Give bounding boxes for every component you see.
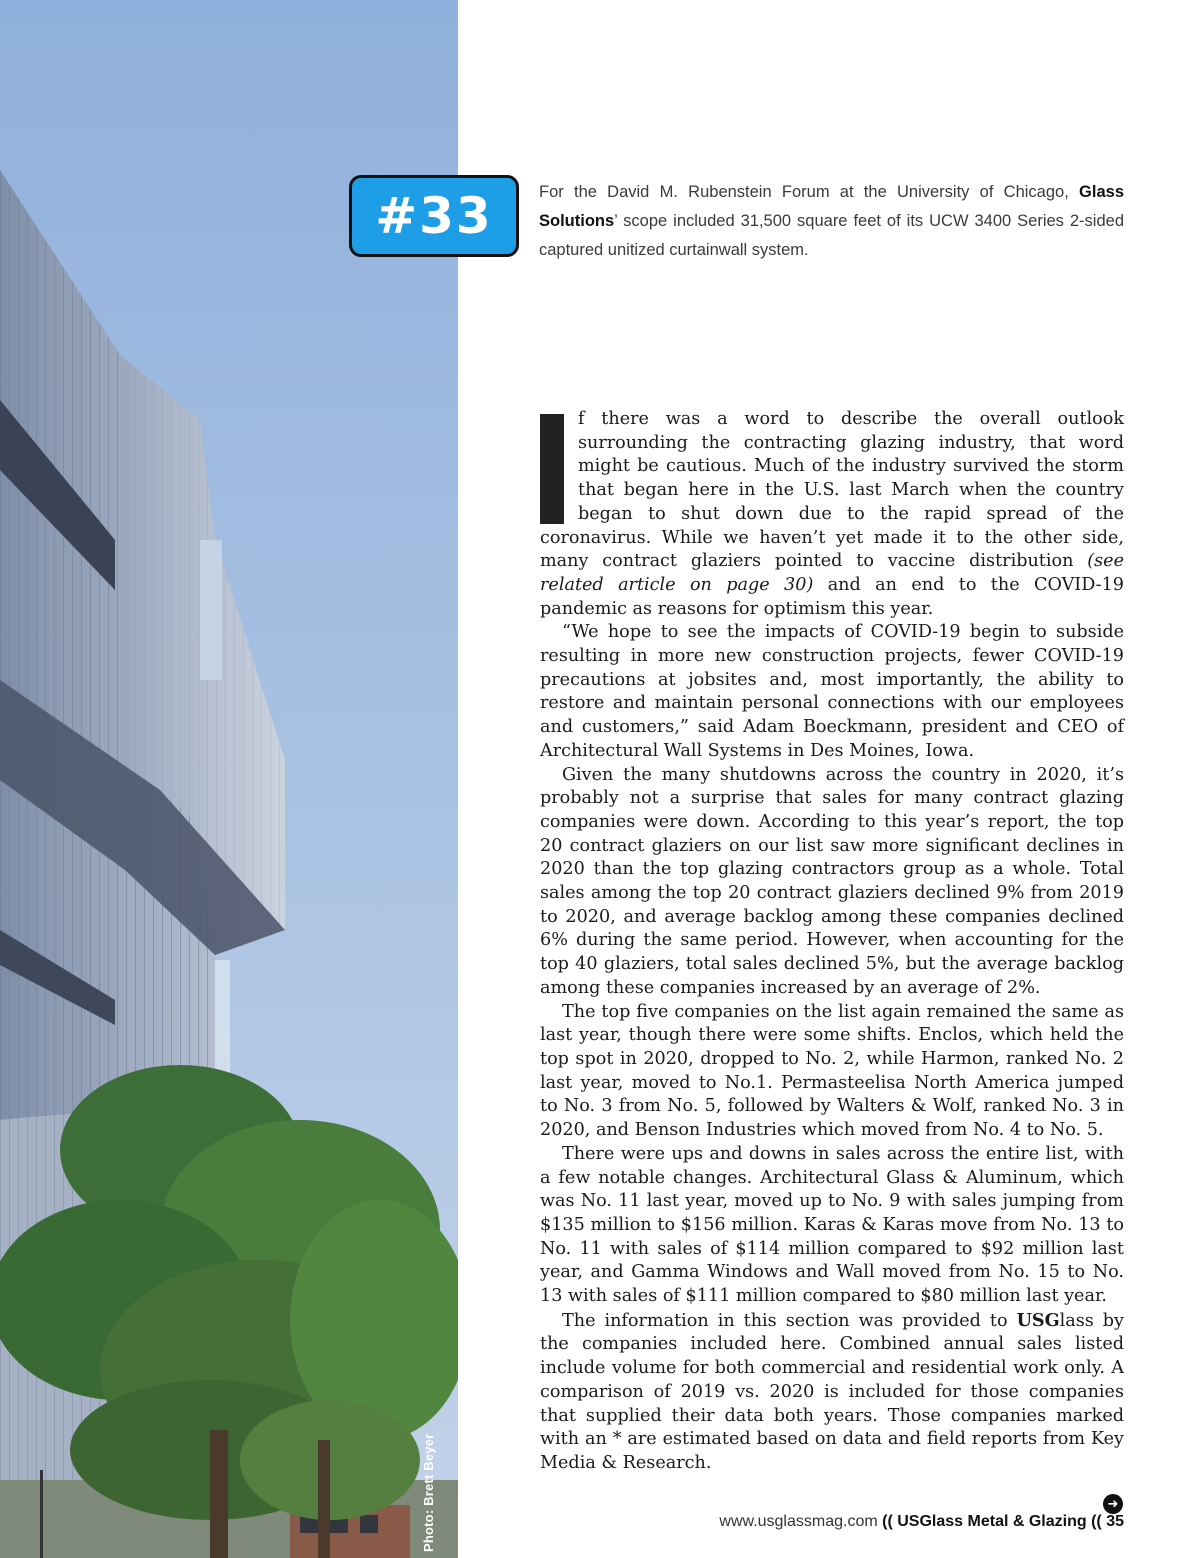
article-body bbox=[540, 408, 1124, 1476]
footer-separator: (( bbox=[882, 1513, 893, 1530]
footer-magazine-title: USGlass Metal & Glazing bbox=[897, 1513, 1087, 1530]
paragraph-text: and an end to the COVID-19 pandemic as reasons for optimism this year. bbox=[540, 574, 1124, 619]
article-paragraph: “We hope to see the impacts of COVID-19 begin to subside resulting in more new construction projects, fewer COVID-19 precautions at jobsites and, most importantly, the ability to restore and maintain personal connections with our employees and customers,” said Adam Boeckmann, president and CEO of Architectural Wall Systems in Des Moines, Iowa. bbox=[540, 622, 1124, 761]
footer-url[interactable]: www.usglassmag.com bbox=[719, 1513, 878, 1530]
page-footer bbox=[719, 1513, 1124, 1531]
article-paragraph bbox=[540, 1309, 1124, 1476]
article-paragraph: Given the many shutdowns across the country in 2020, it’s probably not a surprise that sales for many contract glazing companies were down. According to this year’s report, the top 20 contract glaziers on our list saw more significant declines in 2020 than the top glazing contractors group as a whole. Total sales among the top 20 contract glaziers declined 9% from 2019 to 2020, and average backlog among these companies declined 6% during the same period. However, when accounting for the top 40 glaziers, total sales declined 5%, but the average backlog among these companies increased by an average of 2%. bbox=[540, 764, 1124, 998]
drop-cap: I bbox=[540, 414, 564, 524]
caption-company: Glass Solutions bbox=[539, 183, 1124, 230]
footer-separator: (( bbox=[1091, 1513, 1102, 1530]
paragraph-text: lass by the companies included here. Combined annual sales listed include volume for both commercial and residential work only. A comparison of 2019 vs. 2020 is included for those companies that supplied their data both years. Those companies marked with an * are estimated based on data and field reports from Key Media & Research. bbox=[540, 1310, 1125, 1473]
page-number: 35 bbox=[1106, 1513, 1124, 1530]
caption-text-before: For the David M. Rubenstein Forum at the University of Chicago, bbox=[539, 183, 1080, 201]
article-paragraph: The top five companies on the list again remained the same as last year, though there were some shifts. Enclos, which held the top spot in 2020, dropped to No. 2, while Harmon, ranked No. 2 last year, moved to No.1. Permasteelisa North America jumped to No. 3 from No. 5, followed by Walters & Wolf, ranked No. 3 in 2020, and Benson Industries which moved from No. 4 to No. 5. bbox=[540, 1001, 1124, 1141]
usglass-brand: USG bbox=[1016, 1309, 1060, 1331]
paragraph-text: The information in this section was provided to bbox=[562, 1310, 1017, 1331]
caption-text-after: ’ scope included 31,500 square feet of its UCW 3400 Series 2-sided captured unitized curtainwall system. bbox=[539, 212, 1124, 259]
photo-caption bbox=[539, 178, 1124, 265]
continue-arrow-icon[interactable]: ➜ bbox=[1103, 1494, 1123, 1514]
article-paragraph: There were ups and downs in sales across the entire list, with a few notable changes. Architectural Glass & Aluminum, which was No. 11 last year, moved up to No. 9 with sales jumping from $135 million to $156 million. Karas & Karas move from No. 13 to No. 11 with sales of $114 million compared to $92 million last year, and Gamma Windows and Wall moved from No. 15 to No. 13 with sales of $111 million compared to $80 million last year. bbox=[540, 1143, 1124, 1307]
article-paragraph bbox=[540, 408, 1124, 621]
related-article-reference: (see related article on page 30) bbox=[540, 551, 1124, 595]
rank-badge: #33 bbox=[349, 175, 519, 257]
photo-credit: Photo: Brett Beyer bbox=[421, 1433, 436, 1552]
paragraph-text: f there was a word to describe the overall outlook surrounding the contracting glazing industry, that word might be cautious. Much of the industry survived the storm that began here in the U.S. last March when the country began to shut down due to the rapid spread of the coronavirus. While we haven’t yet made it to the other side, many contract glaziers pointed to vaccine distribution bbox=[540, 409, 1124, 572]
